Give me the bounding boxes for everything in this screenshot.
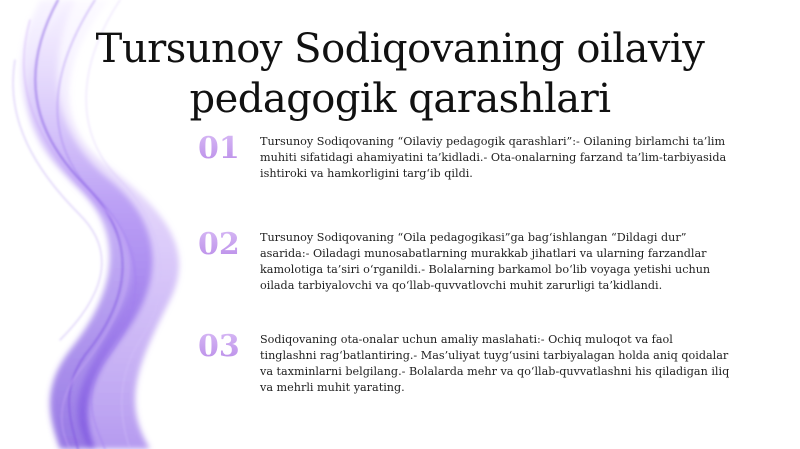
item-number: 01 <box>198 131 240 166</box>
slide-title: Tursunoy Sodiqovaning oilaviy pedagogik qarashlari <box>95 26 705 122</box>
item-text: Tursunoy Sodiqovaning “Oila pedagogikasi”ga bag‘ishlangan “Dildagi dur” asarida:- Oiladagi munosabatlarning murakkab jihatlari va ularning farzandlar kamolotiga ta’siri o‘rganildi.- Bolalarning barkamol bo‘lib voyaga yetishi uchun oilada tarbiyalovchi va qo‘llab-quvvatlovchi muhit zarurligi ta’kidlandi. <box>260 231 711 292</box>
item-text: Sodiqovaning ota-onalar uchun amaliy maslahati:- Ochiq muloqot va faol tinglashni rag‘batlantiring.- Mas’uliyat tuyg‘usini tarbiyalagan holda aniq qoidalar va taxminlarni belgilang.- Bolalarda mehr va qo‘llab-quvvatlashni his qiladigan iliq va mehrli muhit yarating. <box>260 333 730 394</box>
item-number: 02 <box>198 227 240 262</box>
item-text: Tursunoy Sodiqovaning “Oilaviy pedagogik qarashlari”:- Oilaning birlamchi ta’lim muhiti sifatidagi ahamiyatini ta’kidladi.- Ota-onalarning farzand ta’lim-tarbiyasida ishtiroki va hamkorligini targ‘ib qildi. <box>260 135 727 180</box>
item-number: 03 <box>198 329 240 364</box>
